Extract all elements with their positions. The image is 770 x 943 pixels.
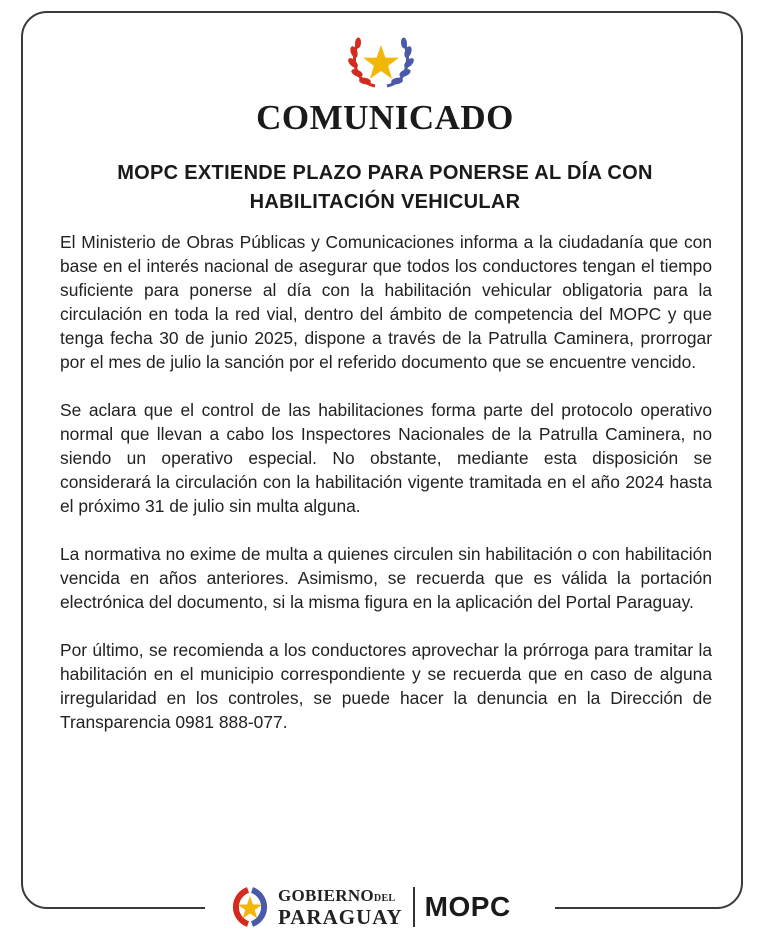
- paragraph-3: La normativa no exime de multa a quienes circulen sin habilitación o con habilitación vencida en años anteriores. Asimismo, se recuerda que es válida la portación electrónica del documento, si la misma figura en la aplicación del Portal Paraguay.: [60, 544, 712, 612]
- paragraph-4: Por último, se recomienda a los conductores aprovechar la prórroga para tramitar la habilitación en el municipio correspondiente y se recuerda que en caso de alguna irregularidad en los controles, se puede hacer la denuncia en la Dirección de Transparencia 0981 888-077.: [60, 640, 712, 732]
- government-name: [278, 887, 403, 928]
- gov-del: DEL: [373, 892, 396, 904]
- footer-logo: [228, 884, 511, 930]
- headline-line-2: HABILITACIÓN VEHICULAR: [249, 191, 521, 213]
- headline: [70, 159, 700, 217]
- paragraph-1: El Ministerio de Obras Públicas y Comunicaciones informa a la ciudadanía que con base en el interés nacional de asegurar que todos los conductores tengan el tiempo suficiente para ponerse al día con la habilitación vehicular obligatoria para la circulación en toda la red vial, dentro del ámbito de competencia del MOPC y que tenga fecha 30 de junio 2025, dispone a través de la Patrulla Caminera, prorrogar por el mes de julio la sanción por el referido documento que se encuentre vencido.: [60, 232, 712, 372]
- page-title: COMUNICADO: [256, 98, 514, 137]
- headline-line-1: MOPC EXTIENDE PLAZO PARA PONERSE AL DÍA CON: [117, 162, 653, 184]
- paraguay-emblem-icon: [348, 30, 414, 92]
- body-text: [60, 230, 712, 758]
- footer-divider: [413, 887, 415, 927]
- government-seal-icon: [228, 886, 272, 928]
- gov-line-1: GOBIERNO: [278, 885, 374, 905]
- gov-line-2: PARAGUAY: [278, 904, 403, 929]
- agency-name: MOPC: [424, 891, 511, 922]
- paragraph-2: Se aclara que el control de las habilitaciones forma parte del protocolo operativo normal que llevan a cabo los Inspectores Nacionales de la Patrulla Caminera, no siendo un operativo especial. No obstante, mediante esta disposición se considerará la circulación con la habilitación vigente tramitada en el año 2024 hasta el próximo 31 de julio sin multa alguna.: [60, 400, 712, 516]
